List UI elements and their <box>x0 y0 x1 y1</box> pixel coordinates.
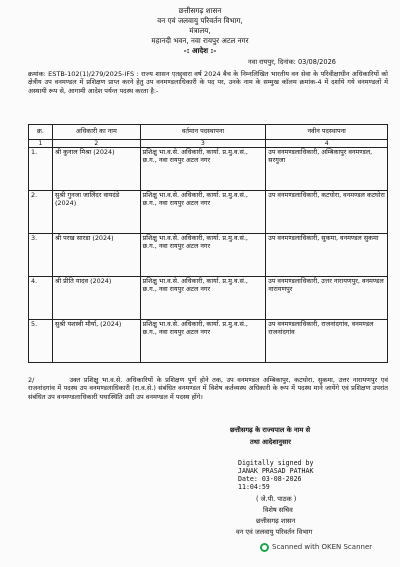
col-number: 1 <box>29 140 53 148</box>
col-header-name: अधिकारी का नाम <box>52 125 140 140</box>
table-row <box>29 234 388 277</box>
table-header-row <box>29 125 388 140</box>
posting-table <box>28 124 388 363</box>
signatory-designation: विशेष सचिव <box>263 506 293 514</box>
table-row <box>29 320 388 363</box>
header-department: वन एवं जलवायु परिवर्तन विभाग, <box>157 16 243 25</box>
col-number: 3 <box>140 140 266 148</box>
signatory-office-2: वन एवं जलवायु परिवर्तन विभाग <box>236 528 313 536</box>
closing-line-1: छत्तीसगढ़ के राज्यपाल के नाम से <box>230 426 311 434</box>
intro-paragraph <box>28 70 388 95</box>
cell-new: उप वनमण्डलाधिकारी, कटघोरा, वनमण्डल कटघोरा <box>266 191 388 234</box>
header-ministry: मंत्रालय, <box>189 26 211 35</box>
col-header-current: वर्तमान पदस्थापना <box>140 125 266 140</box>
signatory-name: ( जे.पी. पाठक ) <box>256 495 297 503</box>
cell-new: उप वनमण्डलाधिकारी, सुकमा, वनमण्डल सुकमा <box>266 234 388 277</box>
paragraph-2-text: उक्त प्रशिक्षु भा.व.से. अधिकारियों के प्रशिक्षण पूर्ण होने तक, उप वनमण्डल अम्बिकापुर, कटघोरा, सुकमा, उत्तर नारायणपुर एवं राजनांदगांव में पदस्थ उप वनमण्डलाधिकारी (रा.व.से.) संबंधित वनमण्डल में विशेष कर्तव्यस्थ अधिकारी के रूप में पदस्थ माने जायेंगे एवं प्रशिक्षण उपरांत संबंधित उप वनमण्डलाधिकारी यथास्थिति उसी उप वनमण्डल में पदस्थ होंगे। <box>28 376 388 401</box>
cell-current: प्रशिक्षु भा.व.से. अधिकारी, कार्या. प्र.मु.व.सं., छ.ग., नवा रायपुर अटल नगर <box>140 277 266 320</box>
cell-sn: 5. <box>29 320 53 363</box>
col-header-new: नवीन पदस्थापना <box>266 125 388 140</box>
cell-current: प्रशिक्षु भा.व.से. अधिकारी, कार्या. प्र.मु.व.सं., छ.ग., नवा रायपुर अटल नगर <box>140 148 266 191</box>
scanner-watermark: Scanned with OKEN Scanner <box>272 543 373 551</box>
order-heading: -: आदेश :- <box>183 46 217 55</box>
digital-signature-line-3: Date: 03-08-2026 <box>238 475 302 483</box>
col-number: 4 <box>266 140 388 148</box>
table-row <box>29 191 388 234</box>
col-number: 2 <box>52 140 140 148</box>
cell-sn: 2. <box>29 191 53 234</box>
intro-text: राज्य शासन एतद्द्वारा वर्ष 2024 बैच के निम्नलिखित भारतीय वन सेवा के परिवीक्षाधीन अधिकारियों को क्षेत्रीय उप वनमण्डल में प्रशिक्षण प्राप्त करने हेतु उप वनमण्डलाधिकारी के पद पर, उनके नाम के सम्मुख कॉलम क्रमांक-4 में दर्शाये गये वनमण्डलों में अस्थायी रूप से, आगामी आदेश पर्यन्त पदस्थ करता है:- <box>28 70 388 95</box>
col-header-sn: क्र. <box>29 125 53 140</box>
cell-name: श्री कुनाल मिश्रा (2024) <box>52 148 140 191</box>
cell-new: उप वनमण्डलाधिकारी, राजनांदगांव, वनमण्डल राजनांदगांव <box>266 320 388 363</box>
digital-signature-line-4: 11:04:59 <box>238 483 270 491</box>
signatory-office-1: छत्तीसगढ़ शासन <box>256 517 296 525</box>
paragraph-2 <box>28 376 388 401</box>
cell-sn: 1. <box>29 148 53 191</box>
digital-signature-line-2: JANAK PRASAD PATHAK <box>238 467 314 475</box>
table-number-row <box>29 140 388 148</box>
cell-name: श्री परख सारडा (2024) <box>52 234 140 277</box>
oken-scanner-icon <box>260 543 269 552</box>
cell-sn: 3. <box>29 234 53 277</box>
order-number: क्रमांक: ESTB-102(1)/279/2025-IFS : <box>28 70 139 78</box>
closing-line-2: तथा आदेशानुसार <box>250 438 291 446</box>
cell-new: उप वनमण्डलाधिकारी, अम्बिकापुर वनमण्डल, सरगुजा <box>266 148 388 191</box>
header-govt: छत्तीसगढ़ शासन <box>178 6 222 15</box>
table-row <box>29 277 388 320</box>
header-address: महानदी भवन, नवा रायपुर अटल नगर <box>151 36 249 45</box>
cell-new: उप वनमण्डलाधिकारी, उत्तर नारायणपुर, वनमण्डल नारायणपुर <box>266 277 388 320</box>
cell-sn: 4. <box>29 277 53 320</box>
digital-signature-line-1: Digitally signed by <box>238 459 314 467</box>
cell-name: श्री प्रीति यादव (2024) <box>52 277 140 320</box>
cell-name: सुश्री गुनजा जालिंदर वायदंडे (2024) <box>52 191 140 234</box>
cell-current: प्रशिक्षु भा.व.से. अधिकारी, कार्या. प्र.मु.व.सं., छ.ग., नवा रायपुर अटल नगर <box>140 234 266 277</box>
cell-current: प्रशिक्षु भा.व.से. अधिकारी, कार्या. प्र.मु.व.सं., छ.ग., नवा रायपुर अटल नगर <box>140 191 266 234</box>
place-date: नवा रायपुर, दिनांक: 03/08/2026 <box>248 58 336 66</box>
cell-name: सुश्री यशस्वी मौर्या, (2024) <box>52 320 140 363</box>
paragraph-2-number: 2/ <box>28 376 35 384</box>
cell-current: प्रशिक्षु भा.व.से. अधिकारी, कार्या. प्र.मु.व.सं., छ.ग., नवा रायपुर अटल नगर <box>140 320 266 363</box>
table-row <box>29 148 388 191</box>
